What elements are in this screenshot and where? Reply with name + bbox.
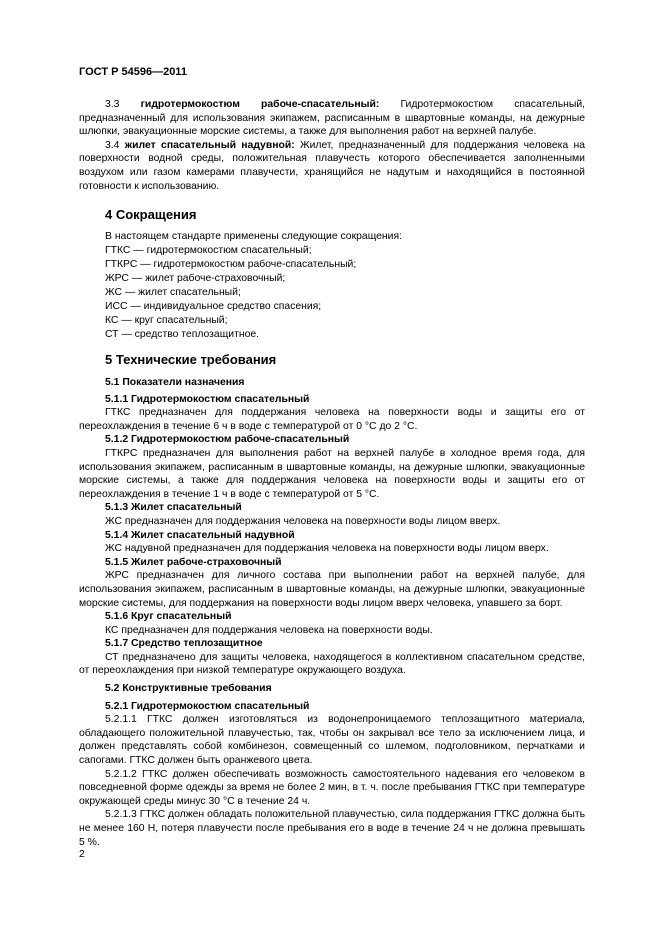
section-5-1-1-title: 5.1.1 Гидротермокостюм спасательный bbox=[105, 393, 310, 405]
list-item: КС — круг спасательный; bbox=[105, 314, 228, 326]
list-item: ЖС — жилет спасательный; bbox=[105, 286, 241, 298]
section-5-1-7-text: СТ предназначено для защиты человека, находящегося в коллективном спасательном средстве, от переохлаждения при низкой температуре окружающего воздуха. bbox=[79, 651, 585, 677]
list-item: ГТКС — гидротермокостюм спасательный; bbox=[105, 244, 312, 256]
section-5-1-3-title: 5.1.3 Жилет спасательный bbox=[105, 502, 242, 514]
section-5-title: 5 Технические требования bbox=[105, 352, 277, 367]
section-5-1-2-text: ГТКРС предназначен для выполнения работ на верхней палубе в холодное время года, для использования экипажем, расписанным в швартовные команды, на дежурные шлюпки, эвакуационные морские системы, а также для поддержания человека на поверхности воды и защиты его от переохлаждения в течение 1 ч в воде с температурой от 5 °С. bbox=[79, 447, 585, 500]
section-5-1-3-text: ЖС предназначен для поддержания человека на поверхности воды лицом вверх. bbox=[105, 515, 501, 527]
section-5-2-title: 5.2 Конструктивные требования bbox=[105, 683, 272, 695]
section-5-1-6-text: КС предназначен для поддержания человека на поверхности воды. bbox=[105, 624, 433, 636]
paragraph-5-2-1-1: 5.2.1.1 ГТКС должен изготовляться из водонепроницаемого теплозащитного материала, обладающего положительной плавучестью, так, чтобы он закрывал все тело за исключением лица, и должен представлять собой комбинезон, совмещенный со шлемом, подголовником, перчатками и сапогами. ГТКС должен быть оранжевого цвета. bbox=[79, 714, 585, 767]
list-item: СТ — средство теплозащитное. bbox=[105, 328, 260, 340]
section-5-1-6-title: 5.1.6 Круг спасательный bbox=[105, 611, 232, 623]
section-5-2-1-title: 5.2.1 Гидротермокостюм спасательный bbox=[105, 700, 310, 712]
list-item: ЖРС — жилет рабоче-страховочный; bbox=[105, 272, 286, 284]
term-3-3: 3.3 гидротермокостюм рабоче-спасательный: Гидротермокостюм спасательный, предназначенный для использования экипажем, расписанным в швартовные команды, на дежурные шлюпки, эвакуационные морские системы, а также для выполнения работ на верхней палубе. bbox=[79, 99, 586, 138]
paragraph-5-2-1-2: 5.2.1.2 ГТКС должен обеспечивать возможность самостоятельного надевания его человеком в повседневной форме одежды за время не более 2 мин, в т. ч. после пребывания ГТКС при температуре окружающей среды минус 30 °С в течение 24 ч. bbox=[79, 768, 585, 807]
section-4 bbox=[79, 207, 585, 342]
list-item: ИСС — индивидуальное средство спасения; bbox=[105, 300, 322, 312]
document-id: ГОСТ Р 54596—2011 bbox=[79, 66, 187, 78]
section-5-1-4-title: 5.1.4 Жилет спасательный надувной bbox=[105, 529, 295, 541]
terms-block bbox=[79, 98, 585, 193]
section-5-1-7-title: 5.1.7 Средство теплозащитное bbox=[105, 638, 263, 650]
section-5-1-5-title: 5.1.5 Жилет рабоче-страховочный bbox=[105, 556, 282, 568]
section-5-1-title: 5.1 Показатели назначения bbox=[105, 377, 245, 388]
section-5-1-1-text: ГТКС предназначен для поддержания человека на поверхности воды и защиты его от переохлаждения в течение 6 ч в воде с температурой от 0 °С до 2 °С. bbox=[79, 407, 585, 432]
abbreviation-list bbox=[79, 244, 585, 342]
page-number: 2 bbox=[79, 849, 85, 860]
section-4-intro: В настоящем стандарте применены следующие сокращения: bbox=[105, 231, 402, 242]
section-5-1-2-title: 5.1.2 Гидротермокостюм рабоче-спасательный bbox=[105, 434, 350, 446]
list-item: ГТКРС — гидротермокостюм рабоче-спасательный; bbox=[105, 258, 357, 270]
term-3-4: 3.4 жилет спасательный надувной: Жилет, предназначенный для поддержания человека на поверхности водной среды, положительная плавучесть которого обеспечивается заполненными воздухом или газом камерами плавучести, хранящийся не надутым и находящийся в постоянной готовности к использованию. bbox=[79, 139, 585, 192]
section-5-1-4-text: ЖС надувной предназначен для поддержания человека на поверхности воды лицом вверх. bbox=[105, 543, 549, 555]
section-5-1-5-text: ЖРС предназначен для личного состава при выполнении работ на верхней палубе, для использования экипажем, расписанным в швартовные команды, на дежурные шлюпки, эвакуационные морские системы, для поддержания на поверхности воды лицом вверх человека, упавшего за борт. bbox=[79, 570, 585, 609]
section-4-title: 4 Сокращения bbox=[105, 207, 197, 222]
paragraph-5-2-1-3: 5.2.1.3 ГТКС должен обладать положительной плавучестью, сила поддержания ГТКС должна быть не менее 160 Н, потеря плавучести после пребывания его в воде в течение 24 ч не должна превышать 5 %. bbox=[79, 809, 585, 848]
section-5 bbox=[79, 352, 585, 849]
